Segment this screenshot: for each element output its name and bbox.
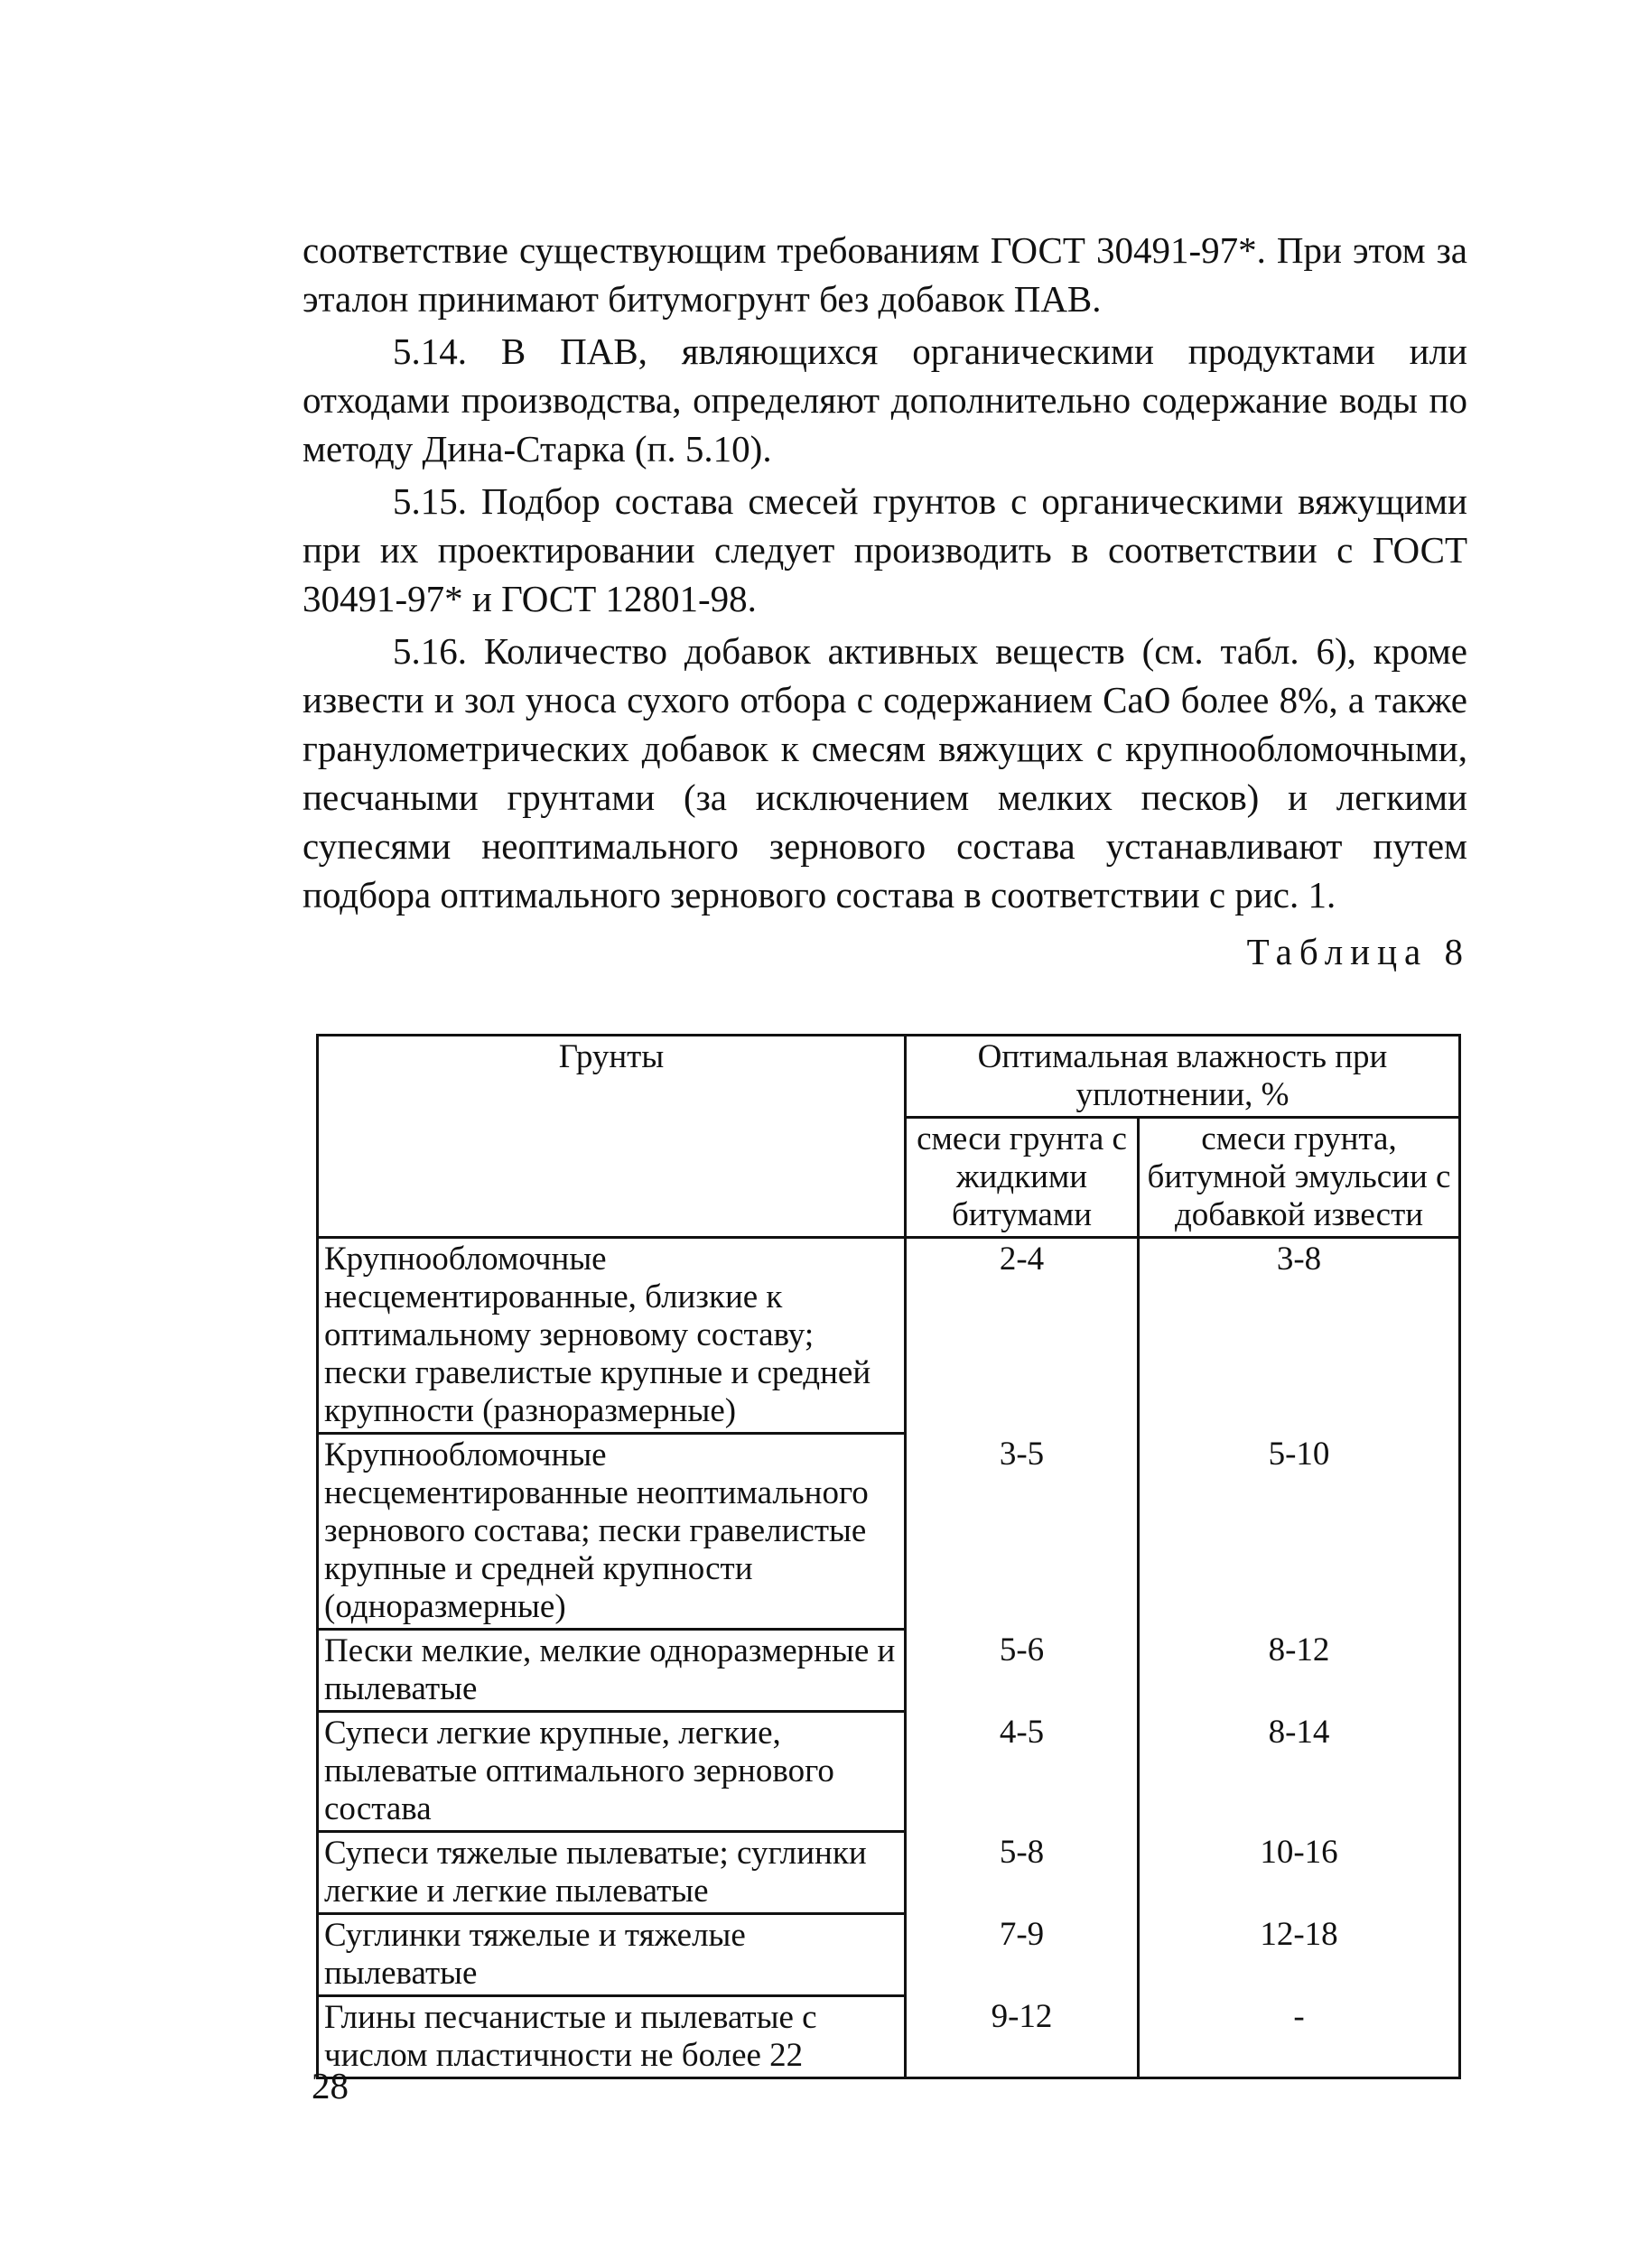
emulsion-lime-cell: 8-12 bbox=[1139, 1630, 1460, 1712]
liquid-bitumen-cell: 9-12 bbox=[906, 1996, 1139, 2078]
paragraph-5-15: 5.15. Подбор состава смесей грунтов с органическими вяжущими при их проектировании следует производить в соответствии с ГОСТ 30491-97* и ГОСТ 12801-98. bbox=[303, 480, 1467, 619]
header-liquid-bitumen: смеси грунта с жидкими битумами bbox=[906, 1118, 1139, 1238]
emulsion-lime-cell: 8-14 bbox=[1139, 1712, 1460, 1832]
table-caption: Таблица 8 bbox=[1246, 931, 1470, 972]
soil-cell: Крупнообломочные несцементированные, близкие к оптимальному зерновому составу; пески гравелистые крупные и средней крупности (разноразмерные) bbox=[318, 1238, 906, 1434]
soil-cell: Пески мелкие, мелкие одноразмерные и пылеватые bbox=[318, 1630, 906, 1712]
header-soils: Грунты bbox=[318, 1036, 906, 1238]
soil-cell: Крупнообломочные несцементированные неоптимального зернового состава; пески гравелистые крупные и средней крупности (одноразмерные) bbox=[318, 1434, 906, 1630]
page-number: 28 bbox=[312, 2065, 349, 2106]
table-row bbox=[318, 1238, 1460, 1434]
emulsion-lime-cell: 10-16 bbox=[1139, 1832, 1460, 1914]
liquid-bitumen-cell: 2-4 bbox=[906, 1238, 1139, 1434]
table-row bbox=[318, 1630, 1460, 1712]
liquid-bitumen-cell: 4-5 bbox=[906, 1712, 1139, 1832]
liquid-bitumen-cell: 3-5 bbox=[906, 1434, 1139, 1630]
table-row bbox=[318, 1712, 1460, 1832]
table-row bbox=[318, 1434, 1460, 1630]
soil-cell: Супеси тяжелые пылеватые; суглинки легкие и легкие пылеватые bbox=[318, 1832, 906, 1914]
header-emulsion-lime: смеси грунта, битумной эмульсии с добавкой извести bbox=[1139, 1118, 1460, 1238]
table-row bbox=[318, 1996, 1460, 2078]
table-row bbox=[318, 1832, 1460, 1914]
header-optimal-moisture: Оптимальная влажность при уплотнении, % bbox=[906, 1036, 1460, 1118]
paragraph-5-14: 5.14. В ПАВ, являющихся органическими продуктами или отходами производства, определяют дополнительно содержание воды по методу Дина-Старка (п. 5.10). bbox=[303, 330, 1467, 469]
soil-cell: Суглинки тяжелые и тяжелые пылеватые bbox=[318, 1914, 906, 1996]
emulsion-lime-cell: 12-18 bbox=[1139, 1914, 1460, 1996]
page-body bbox=[303, 226, 1470, 990]
paragraph-5-16: 5.16. Количество добавок активных веществ (см. табл. 6), кроме извести и зол уноса сухого отбора с содержанием CaO более 8%, а также гранулометрических добавок к смесям вяжущих с крупнообломочными, песчаными грунтами (за исключением мелких песков) и легкими супесями неоптимального зернового состава устанавливают путем подбора оптимального зернового состава в соответствии с рис. 1. bbox=[303, 630, 1467, 916]
soil-moisture-table bbox=[316, 1034, 1461, 2079]
paragraph-continuation: соответствие существующим требованиям ГОСТ 30491-97*. При этом за эталон принимают битумогрунт без добавок ПАВ. bbox=[303, 229, 1467, 320]
soil-cell: Глины песчанистые и пылеватые с числом пластичности не более 22 bbox=[318, 1996, 906, 2078]
liquid-bitumen-cell: 5-6 bbox=[906, 1630, 1139, 1712]
liquid-bitumen-cell: 5-8 bbox=[906, 1832, 1139, 1914]
table-row bbox=[318, 1914, 1460, 1996]
liquid-bitumen-cell: 7-9 bbox=[906, 1914, 1139, 1996]
emulsion-lime-cell: 3-8 bbox=[1139, 1238, 1460, 1434]
emulsion-lime-cell: 5-10 bbox=[1139, 1434, 1460, 1630]
emulsion-lime-cell: - bbox=[1139, 1996, 1460, 2078]
soil-cell: Супеси легкие крупные, легкие, пылеватые оптимального зернового состава bbox=[318, 1712, 906, 1832]
